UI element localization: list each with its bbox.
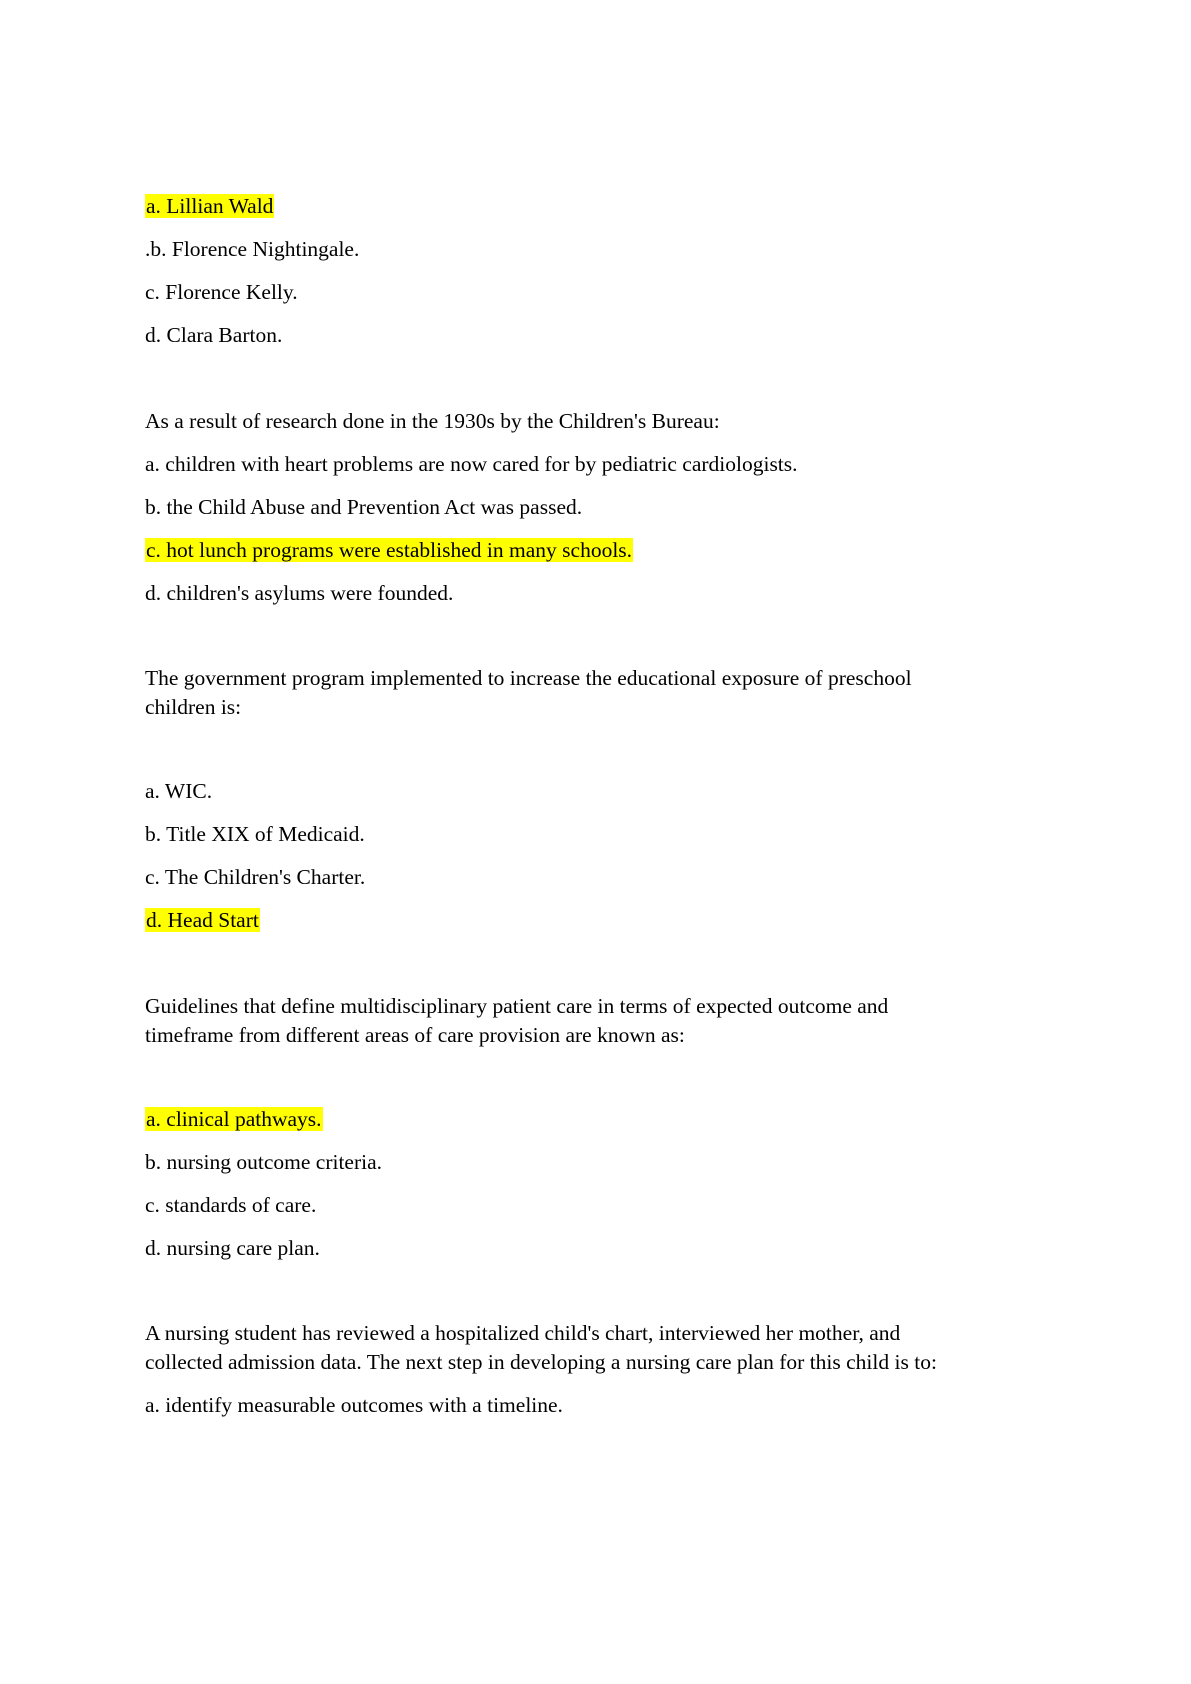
q4-option-c: c. standards of care. bbox=[145, 1193, 317, 1217]
q4-option-a bbox=[145, 1104, 323, 1134]
q5-stem-line-1: A nursing student has reviewed a hospitalized child's chart, interviewed her mother, and bbox=[145, 1321, 901, 1345]
q3-option-d bbox=[145, 905, 260, 935]
q4-option-d: d. nursing care plan. bbox=[145, 1236, 320, 1260]
q2-stem: As a result of research done in the 1930s by the Children's Bureau: bbox=[145, 409, 720, 433]
q3-option-b: b. Title XIX of Medicaid. bbox=[145, 822, 365, 846]
q2-option-b: b. the Child Abuse and Prevention Act was passed. bbox=[145, 495, 583, 519]
q1-option-a bbox=[145, 191, 274, 221]
q4-stem-line-1: Guidelines that define multidisciplinary patient care in terms of expected outcome and bbox=[145, 994, 889, 1018]
highlighted-answer: c. hot lunch programs were established in many schools. bbox=[146, 538, 633, 562]
q2-option-c bbox=[145, 535, 633, 565]
q1-option-c: c. Florence Kelly. bbox=[145, 280, 298, 304]
q3-stem-line-2: children is: bbox=[145, 695, 242, 719]
q4-stem-line-2: timeframe from different areas of care provision are known as: bbox=[145, 1023, 685, 1047]
q3-option-c: c. The Children's Charter. bbox=[145, 865, 366, 889]
q1-option-b: .b. Florence Nightingale. bbox=[145, 237, 360, 261]
q2-option-d: d. children's asylums were founded. bbox=[145, 581, 454, 605]
q5-option-a: a. identify measurable outcomes with a timeline. bbox=[145, 1393, 563, 1417]
highlighted-answer: a. Lillian Wald bbox=[146, 194, 274, 218]
highlighted-answer: d. Head Start bbox=[146, 908, 259, 932]
highlighted-answer: a. clinical pathways. bbox=[146, 1107, 322, 1131]
q4-option-b: b. nursing outcome criteria. bbox=[145, 1150, 383, 1174]
q5-stem-line-2: collected admission data. The next step in developing a nursing care plan for this child is to: bbox=[145, 1350, 937, 1374]
q2-option-a: a. children with heart problems are now cared for by pediatric cardiologists. bbox=[145, 452, 798, 476]
q3-stem-line-1: The government program implemented to increase the educational exposure of preschool bbox=[145, 666, 912, 690]
q1-option-d: d. Clara Barton. bbox=[145, 323, 283, 347]
q3-option-a: a. WIC. bbox=[145, 779, 213, 803]
